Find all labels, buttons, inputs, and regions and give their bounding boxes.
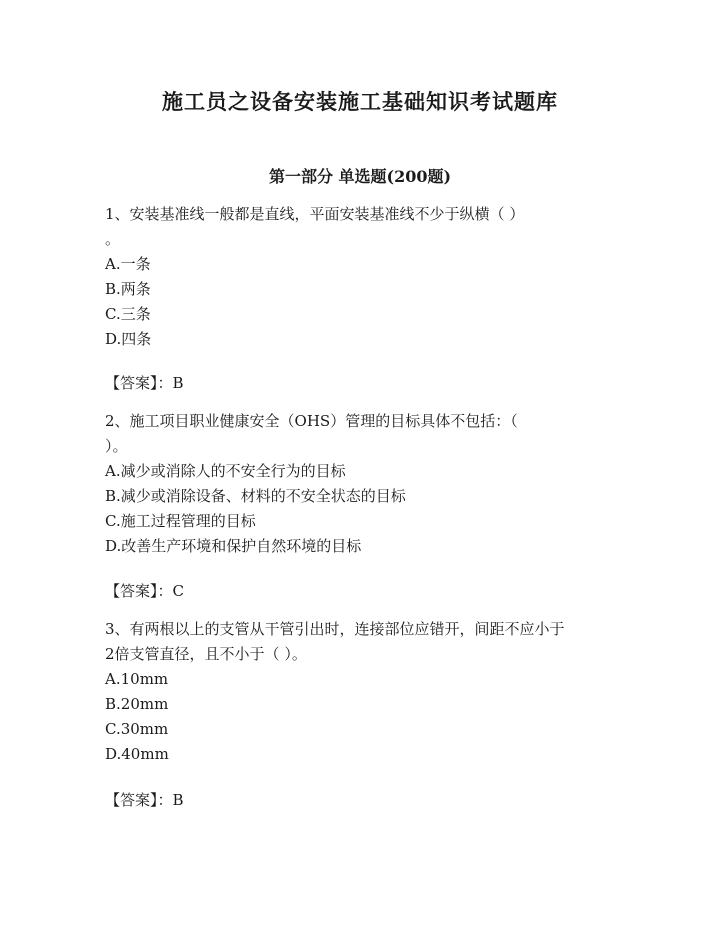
question-2 [105,409,615,559]
document-title: 施工员之设备安装施工基础知识考试题库 [162,89,558,114]
question-text-line: 3、有两根以上的支管从干管引出时，连接部位应错开，间距不应小于 [105,620,565,638]
answer-1 [105,371,184,396]
option-c: C.施工过程管理的目标 [105,512,256,530]
question-3 [105,617,615,767]
option-d: D.40mm [105,745,169,763]
question-text-line: ）。 [105,437,128,455]
option-b: B.20mm [105,695,169,713]
question-text-line: 。 [105,230,121,248]
option-c: C.三条 [105,305,151,323]
answer-value: B [172,791,184,809]
option-a: A.减少或消除人的不安全行为的目标 [105,462,346,480]
option-b: B.减少或消除设备、材料的不安全状态的目标 [105,487,406,505]
question-1 [105,202,615,352]
question-text-line: 1、安装基准线一般都是直线，平面安装基准线不少于纵横（ ） [105,205,525,223]
section-heading: 第一部分 单选题(200题) [268,167,452,186]
answer-label: 【答案】： [105,791,173,809]
option-c: C.30mm [105,720,169,738]
answer-value: C [172,582,184,600]
option-a: A.一条 [105,255,151,273]
option-a: A.10mm [105,670,169,688]
question-text-line: 2倍支管直径，且不小于（ ）。 [105,645,307,663]
answer-label: 【答案】： [105,374,173,392]
answer-2 [105,579,184,604]
option-d: D.四条 [105,330,152,348]
option-d: D.改善生产环境和保护自然环境的目标 [105,537,362,555]
option-b: B.两条 [105,280,151,298]
answer-3 [105,788,184,813]
answer-label: 【答案】： [105,582,173,600]
answer-value: B [172,374,184,392]
question-text-line: 2、施工项目职业健康安全（OHS）管理的目标具体不包括：（ [105,412,518,430]
